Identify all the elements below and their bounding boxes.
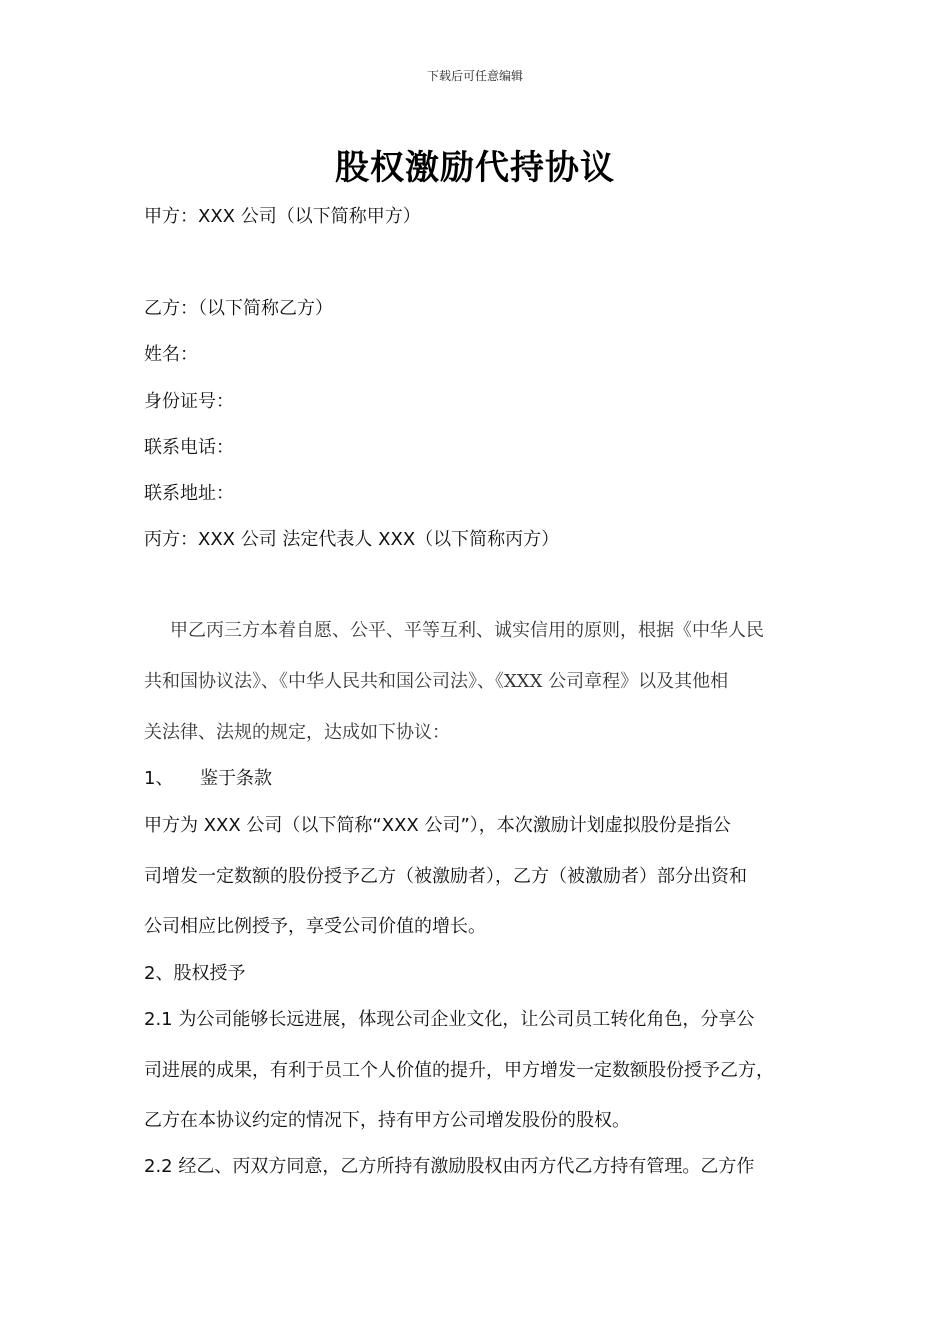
section-1-title: 鉴于条款	[200, 768, 272, 789]
party-b-line: 乙方：（以下简称乙方）	[144, 298, 333, 319]
document-title: 股权激励代持协议	[335, 148, 615, 188]
address-field-label: 联系地址：	[144, 483, 234, 504]
clause-2-2-line: 2.2 经乙、丙双方同意，乙方所持有激励股权由丙方代乙方持有管理。乙方作	[144, 1156, 755, 1177]
clause-2-1-line: 2.1 为公司能够长远进展，体现公司企业文化，让公司员工转化角色，分享公	[144, 1009, 755, 1030]
id-number-field-label: 身份证号：	[144, 391, 234, 412]
section-1-heading	[144, 767, 272, 791]
section-2-heading: 2、股权授予	[144, 963, 246, 984]
section-1-text-line: 甲方为 XXX 公司（以下简称“XXX 公司”），本次激励计划虚拟股份是指公	[144, 815, 731, 836]
phone-field-label: 联系电话：	[144, 437, 234, 458]
party-a-line: 甲方：XXX 公司（以下简称甲方）	[144, 206, 421, 227]
section-1-text-line: 公司相应比例授予，享受公司价值的增长。	[144, 916, 486, 937]
preamble-line: 共和国协议法》、《中华人民共和国公司法》、《XXX 公司章程》以及其他相	[144, 671, 729, 692]
preamble-line: 关法律、法规的规定，达成如下协议：	[144, 722, 450, 743]
party-c-line: 丙方：XXX 公司 法定代表人 XXX（以下简称丙方）	[144, 529, 560, 550]
clause-2-1-line: 司进展的成果，有利于员工个人价值的提升，甲方增发一定数额股份授予乙方，	[144, 1060, 774, 1081]
section-1-number: 1、	[144, 768, 174, 789]
page-header-note: 下载后可任意编辑	[426, 69, 523, 83]
section-1-text-line: 司增发一定数额的股份授予乙方（被激励者），乙方（被激励者）部分出资和	[144, 866, 747, 887]
preamble-line: 甲乙丙三方本着自愿、公平、平等互利、诚实信用的原则，根据《中华人民	[170, 620, 764, 641]
clause-2-1-line: 乙方在本协议约定的情况下，持有甲方公司增发股份的股权。	[144, 1110, 630, 1131]
name-field-label: 姓名：	[144, 344, 198, 365]
